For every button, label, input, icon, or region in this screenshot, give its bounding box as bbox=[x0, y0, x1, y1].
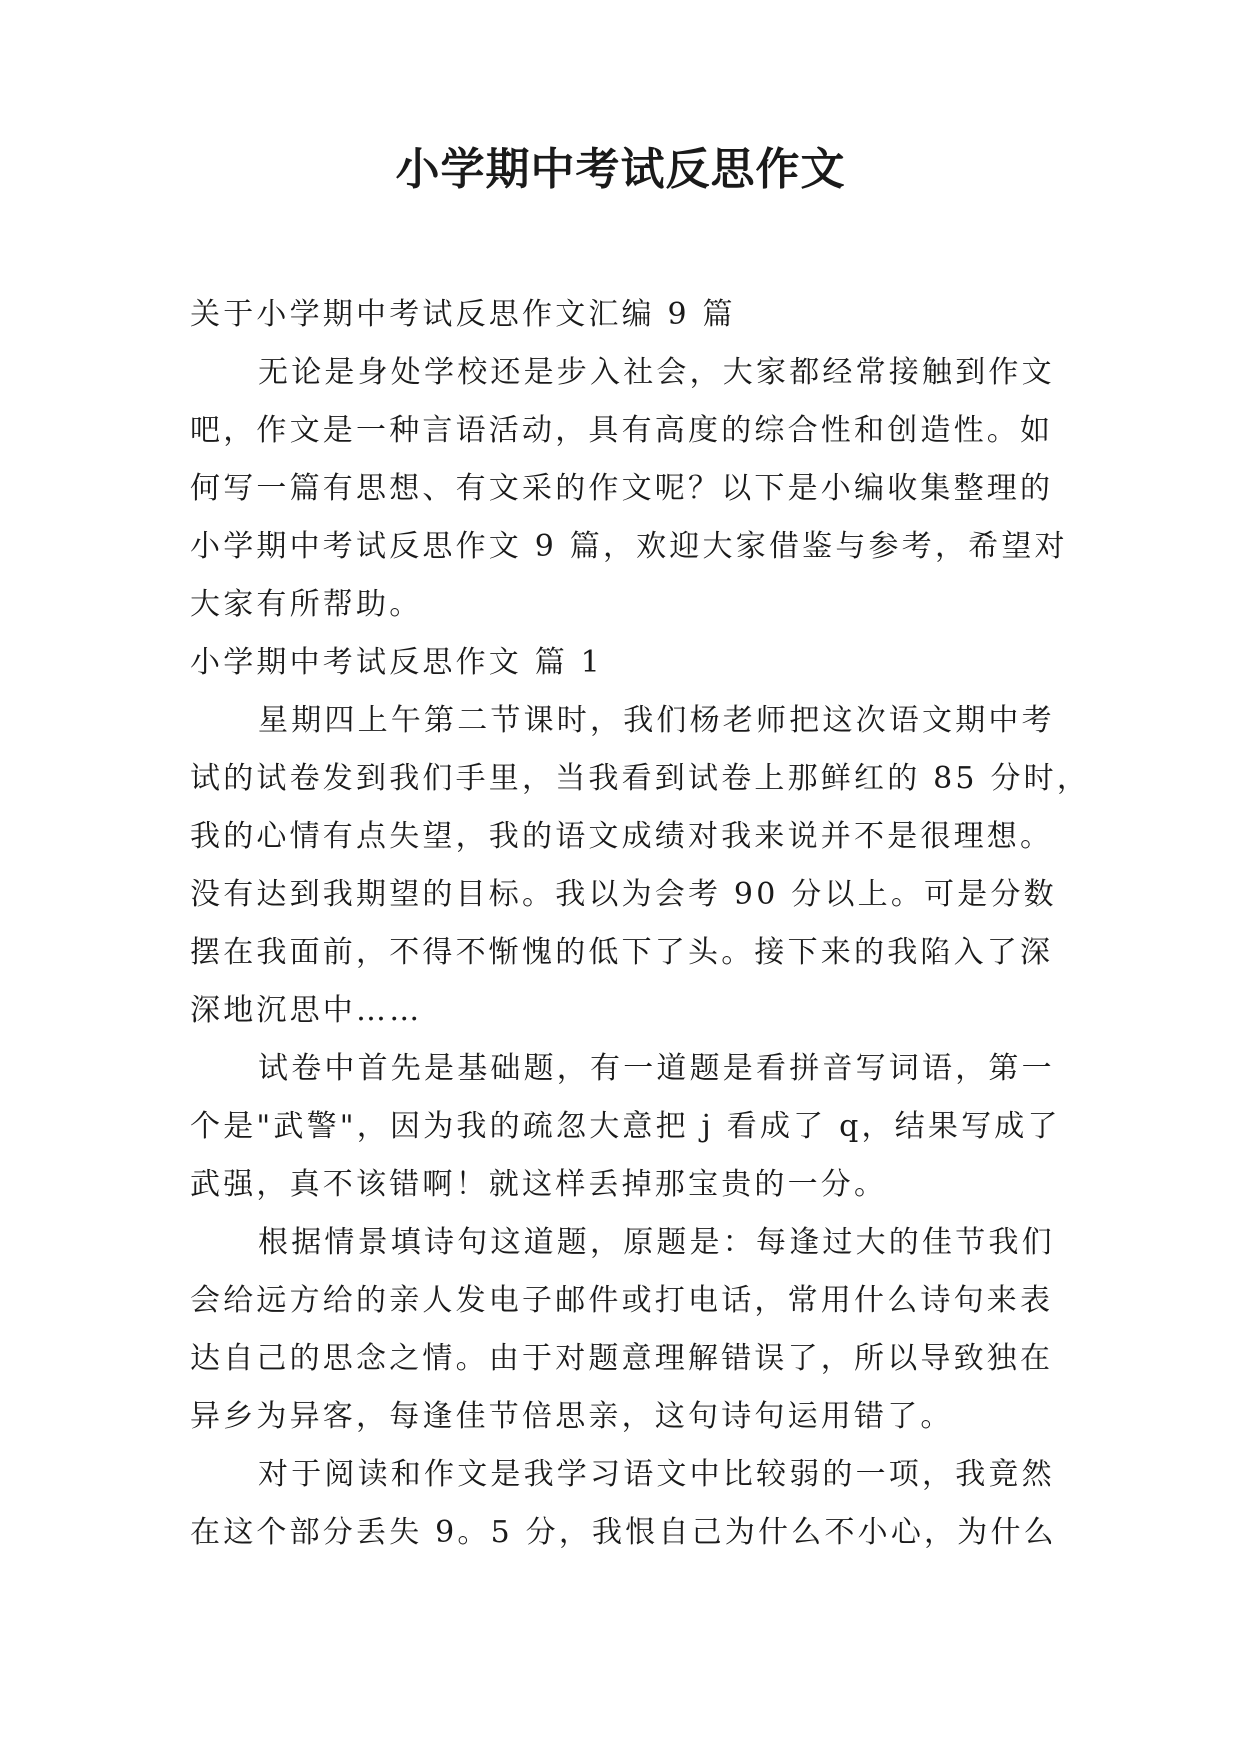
text-line: 吧，作文是一种言语活动，具有高度的综合性和创造性。如 bbox=[190, 413, 1054, 448]
text-line: 关于小学期中考试反思作文汇编 9 篇 bbox=[190, 297, 736, 332]
text-line: 摆在我面前，不得不惭愧的低下了头。接下来的我陷入了深 bbox=[190, 935, 1054, 970]
text-line: 武强，真不该错啊！就这样丢掉那宝贵的一分。 bbox=[190, 1167, 888, 1202]
text-line: 达自己的思念之情。由于对题意理解错误了，所以导致独在 bbox=[190, 1341, 1054, 1376]
text-line: 大家有所帮助。 bbox=[190, 587, 423, 622]
text-line: 没有达到我期望的目标。我以为会考 90 分以上。可是分数 bbox=[190, 877, 1057, 912]
text-line: 小学期中考试反思作文 9 篇，欢迎大家借鉴与参考，希望对 bbox=[190, 529, 1068, 564]
text-line: 小学期中考试反思作文 篇 1 bbox=[190, 645, 603, 680]
text-line: 异乡为异客，每逢佳节倍思亲，这句诗句运用错了。 bbox=[190, 1399, 954, 1434]
document-body bbox=[190, 286, 1091, 1562]
text-line: 星期四上午第二节课时，我们杨老师把这次语文期中考 bbox=[258, 703, 1055, 738]
text-line: 对于阅读和作文是我学习语文中比较弱的一项，我竟然 bbox=[258, 1457, 1055, 1492]
text-line: 何写一篇有思想、有文采的作文呢？以下是小编收集整理的 bbox=[190, 471, 1054, 506]
text-line: 无论是身处学校还是步入社会，大家都经常接触到作文 bbox=[258, 355, 1055, 390]
text-line: 试卷中首先是基础题，有一道题是看拼音写词语，第一 bbox=[258, 1051, 1055, 1086]
text-line: 会给远方给的亲人发电子邮件或打电话，常用什么诗句来表 bbox=[190, 1283, 1054, 1318]
text-line: 试的试卷发到我们手里，当我看到试卷上那鲜红的 85 分时， bbox=[190, 761, 1091, 796]
text-line: 我的心情有点失望，我的语文成绩对我来说并不是很理想。 bbox=[190, 819, 1054, 854]
text-line: 根据情景填诗句这道题，原题是：每逢过大的佳节我们 bbox=[258, 1225, 1055, 1260]
text-line: 在这个部分丢失 9。5 分，我恨自己为什么不小心，为什么 bbox=[190, 1515, 1057, 1550]
text-line: 深地沉思中…… bbox=[190, 993, 423, 1028]
document-title: 小学期中考试反思作文 bbox=[395, 144, 846, 195]
text-line: 个是"武警"，因为我的疏忽大意把 j 看成了 q，结果写成了 bbox=[190, 1109, 1061, 1144]
